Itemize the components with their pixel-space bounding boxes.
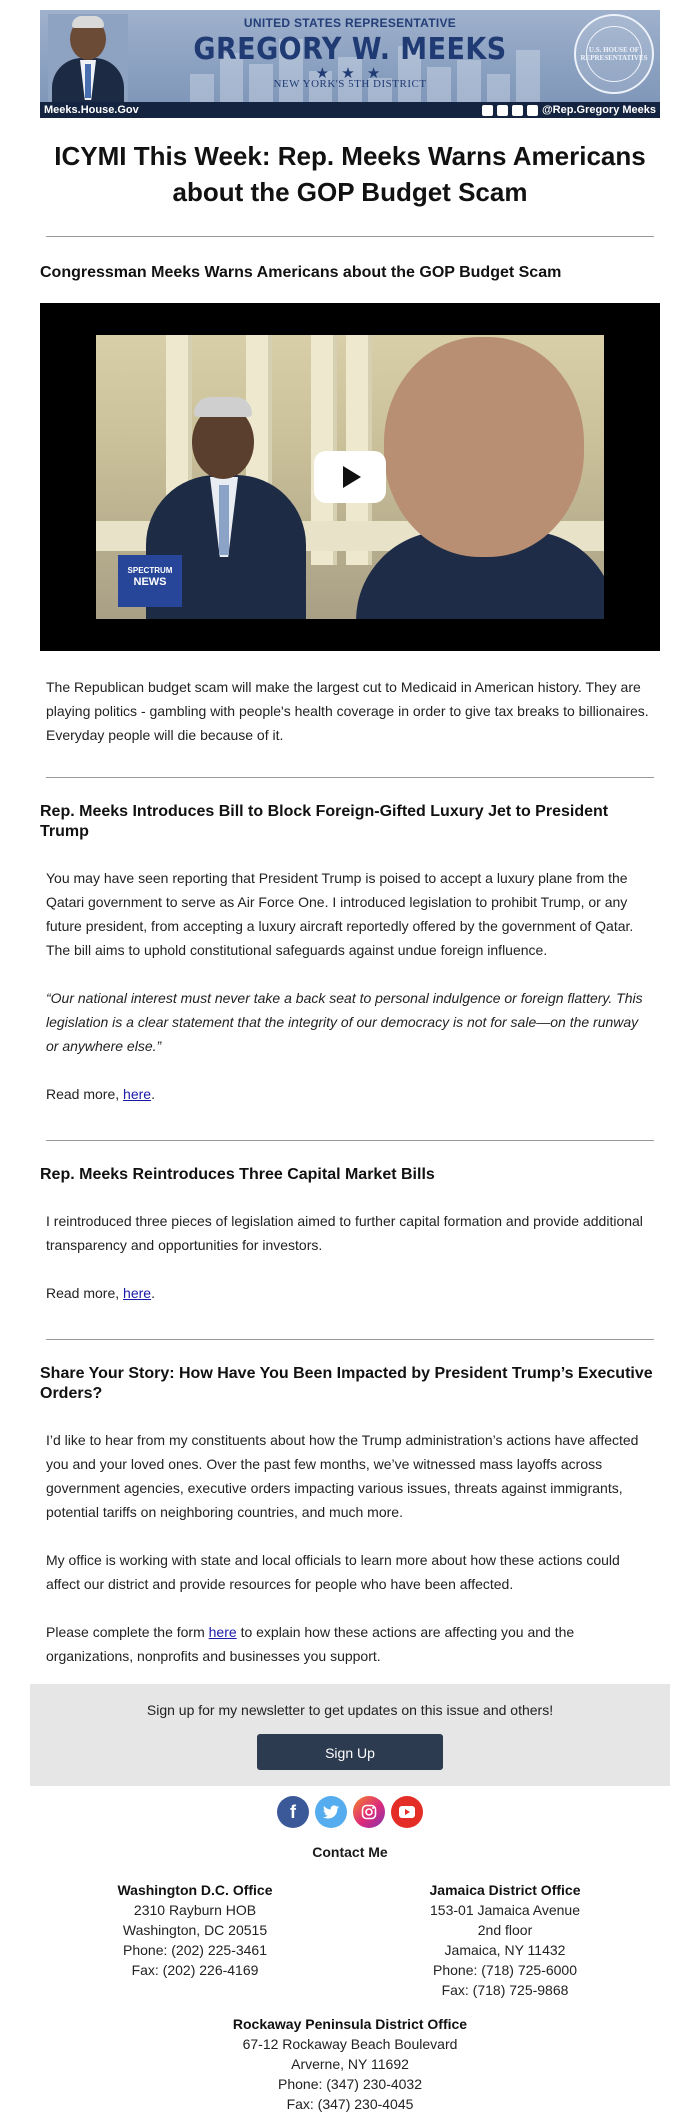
section-body-story-2: My office is working with state and local officials to learn more about how these actions could affect our district and provide resources for people who have been affected. — [46, 1552, 620, 1592]
divider — [46, 1140, 654, 1141]
video-player[interactable] — [40, 303, 660, 651]
office-line: 2nd floor — [477, 1922, 533, 1938]
office-phone: Phone: (718) 725-6000 — [433, 1962, 577, 1978]
banner-title-line: UNITED STATES REPRESENTATIVE — [243, 16, 457, 30]
instagram-icon[interactable] — [497, 105, 508, 116]
office-line: 153-01 Jamaica Avenue — [430, 1902, 580, 1918]
office-line: Arverne, NY 11692 — [291, 2056, 409, 2072]
spectrum-news-logo: SPECTRUM NEWS — [118, 555, 182, 607]
divider — [46, 236, 654, 237]
divider — [46, 1339, 654, 1340]
jamaica-office — [350, 1880, 660, 2000]
read-more-jet: Read more, here. — [46, 1086, 155, 1102]
section-title-budget: Congressman Meeks Warns Americans about the GOP Budget Scam — [40, 264, 562, 281]
email-body — [40, 10, 660, 2114]
social-handle: @Rep.Gregory Meeks — [541, 104, 656, 116]
office-fax: Fax: (347) 230-4045 — [286, 2096, 414, 2112]
contact-title: Contact Me — [312, 1844, 388, 1860]
newsletter-text: Sign up for my newsletter to get updates on this issue and others! — [146, 1702, 554, 1718]
section-title-jet: Rep. Meeks Introduces Bill to Block Foreign-Gifted Luxury Jet to President Trump — [40, 803, 609, 840]
stars-graphic: ★ ★ ★ — [315, 65, 385, 82]
header-banner — [40, 10, 660, 118]
read-more-link[interactable]: here — [123, 1086, 152, 1102]
office-line: 67-12 Rockaway Beach Boulevard — [242, 2036, 458, 2052]
banner-social-row — [482, 104, 656, 116]
jet-quote: “Our national interest must never take a back seat to personal indulgence or foreign flattery. This legislation is a clear statement that the integrity of our democracy is not for sale—on the runway or anywhere else.” — [46, 990, 643, 1054]
office-phone: Phone: (202) 225-3461 — [123, 1942, 267, 1958]
play-button[interactable] — [314, 451, 386, 503]
banner-footer-bar — [40, 102, 660, 118]
rockaway-office — [40, 2014, 660, 2114]
banner-district: NEW YORK'S 5TH DISTRICT — [273, 78, 427, 90]
office-phone: Phone: (347) 230-4032 — [278, 2076, 422, 2092]
social-links — [40, 1796, 660, 1828]
house-seal-icon: U.S. HOUSE OF REPRESENTATIVES — [574, 14, 654, 94]
office-list — [40, 1880, 660, 2000]
dc-office — [40, 1880, 350, 2000]
office-name: Jamaica District Office — [429, 1882, 581, 1898]
section-body-capital: I reintroduced three pieces of legislation aimed to further capital formation and provide additional transparency and opportunities for investors. — [46, 1213, 643, 1253]
twitter-icon[interactable] — [315, 1796, 347, 1828]
form-link[interactable]: here — [208, 1624, 237, 1640]
office-fax: Fax: (202) 226-4169 — [131, 1962, 259, 1978]
office-line: Washington, DC 20515 — [122, 1922, 268, 1938]
website-link[interactable]: Meeks.House.Gov — [44, 104, 139, 116]
office-line: 2310 Rayburn HOB — [133, 1902, 257, 1918]
section-body-story-3: Please complete the form here to explain how these actions are affecting you and the organizations, nonprofits and businesses you support. — [46, 1624, 575, 1664]
section-title-capital: Rep. Meeks Reintroduces Three Capital Market Bills — [40, 1166, 435, 1183]
instagram-icon[interactable] — [353, 1796, 385, 1828]
youtube-icon[interactable] — [527, 105, 538, 116]
office-line: Jamaica, NY 11432 — [444, 1942, 566, 1958]
divider — [46, 777, 654, 778]
office-name: Washington D.C. Office — [117, 1882, 273, 1898]
newsletter-signup — [30, 1684, 670, 1786]
page-title: ICYMI This Week: Rep. Meeks Warns Americans about the GOP Budget Scam — [54, 141, 646, 207]
office-name: Rockaway Peninsula District Office — [232, 2016, 468, 2032]
section-body-jet: You may have seen reporting that President Trump is poised to accept a luxury plane from the Qatari government to serve as Air Force One. I introduced legislation to prohibit Trump, or any future president, from accepting a luxury aircraft reportedly offered by the government of Qatar. The bill aims to uphold constitutional safeguards against undue foreign influence. — [46, 870, 634, 958]
twitter-icon[interactable] — [512, 105, 523, 116]
facebook-icon[interactable]: f — [277, 1796, 309, 1828]
office-fax: Fax: (718) 725-9868 — [441, 1982, 569, 1998]
read-more-capital: Read more, here. — [46, 1285, 155, 1301]
facebook-icon[interactable] — [482, 105, 493, 116]
sign-up-button[interactable]: Sign Up — [257, 1734, 443, 1770]
section-body-story: I’d like to hear from my constituents about how the Trump administration’s actions have affected you and your loved ones. Over the past few months, we’ve witnessed mass layoffs across government agencies, executive orders impacting various issues, threats against immigrants, potential tariffs on neighboring countries, and much more. — [46, 1432, 639, 1520]
section-title-story: Share Your Story: How Have You Been Impacted by President Trump’s Executive Orders? — [40, 1365, 653, 1402]
youtube-icon[interactable] — [391, 1796, 423, 1828]
section-body-budget: The Republican budget scam will make the largest cut to Medicaid in American history. They are playing politics - gambling with people's health coverage in order to give tax breaks to billionaires. Everyday people will die because of it. — [46, 679, 649, 743]
play-icon — [343, 466, 361, 488]
read-more-link[interactable]: here — [123, 1285, 152, 1301]
banner-name: GREGORY W. MEEKS — [193, 32, 507, 67]
